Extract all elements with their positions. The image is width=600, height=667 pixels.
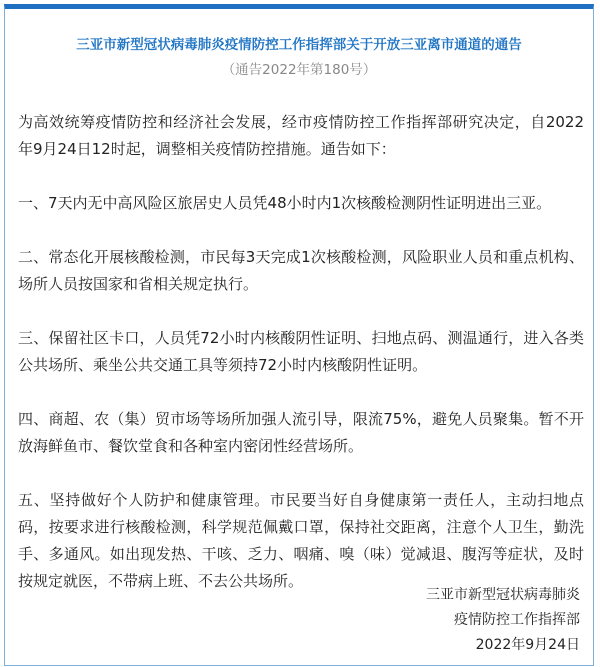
text-line: 一、7天内无中高风险区旅居史人员凭48小时内1次核酸检测阴性证明进出三亚。 [18,194,552,212]
item-1 [18,190,584,217]
text-line: 场所人员按国家和省相关规定执行。 [18,275,259,293]
notice-body [18,109,584,595]
text-line: 码，按要求进行核酸检测，科学规范佩戴口罩，保持社交距离，注意个人卫生，勤洗 [18,518,584,536]
item-5 [18,487,584,595]
text-line: 按规定就医，不带病上班、不去公共场所。 [18,572,304,590]
notice-number: （通告2022年第180号） [221,62,377,78]
text-line: 手、多通风。如出现发热、干咳、乏力、咽痛、嗅（味）觉减退、腹泻等症状，及时 [18,545,584,563]
text-line: 五、坚持做好个人防护和健康管理。市民要当好自身健康第一责任人，主动扫地点 [18,491,584,509]
intro-paragraph [18,109,584,163]
text-line: 为高效统筹疫情防控和经济社会发展，经市疫情防控工作指挥部研究决定，自2022 [18,113,584,131]
signature-block [426,583,580,658]
text-line: 二、常态化开展核酸检测，市民每3天完成1次核酸检测，风险职业人员和重点机构、 [18,248,584,266]
signature-org-line2: 疫情防控工作指挥部 [454,612,580,628]
text-line: 年9月24日12时起，调整相关疫情防控措施。通告如下： [18,140,396,158]
text-line: 三、保留社区卡口，人员凭72小时内核酸阴性证明、扫地点码、测温通行，进入各类 [18,329,584,347]
signature-date: 2022年9月24日 [475,637,580,653]
text-line: 公共场所、乘坐公共交通工具等须持72小时内核酸阴性证明。 [18,356,428,374]
item-2 [18,244,584,298]
item-3 [18,325,584,379]
text-line: 四、商超、农（集）贸市场等场所加强人流引导，限流75%，避免人员聚集。暂不开 [18,410,584,428]
item-4 [18,406,584,460]
notice-title: 三亚市新型冠状病毒肺炎疫情防控工作指挥部关于开放三亚离市通道的通告 [76,37,522,53]
notice-document [4,4,594,666]
text-line: 放海鲜鱼市、餐饮堂食和各种室内密闭性经营场所。 [18,437,364,455]
signature-org-line1: 三亚市新型冠状病毒肺炎 [426,587,580,603]
